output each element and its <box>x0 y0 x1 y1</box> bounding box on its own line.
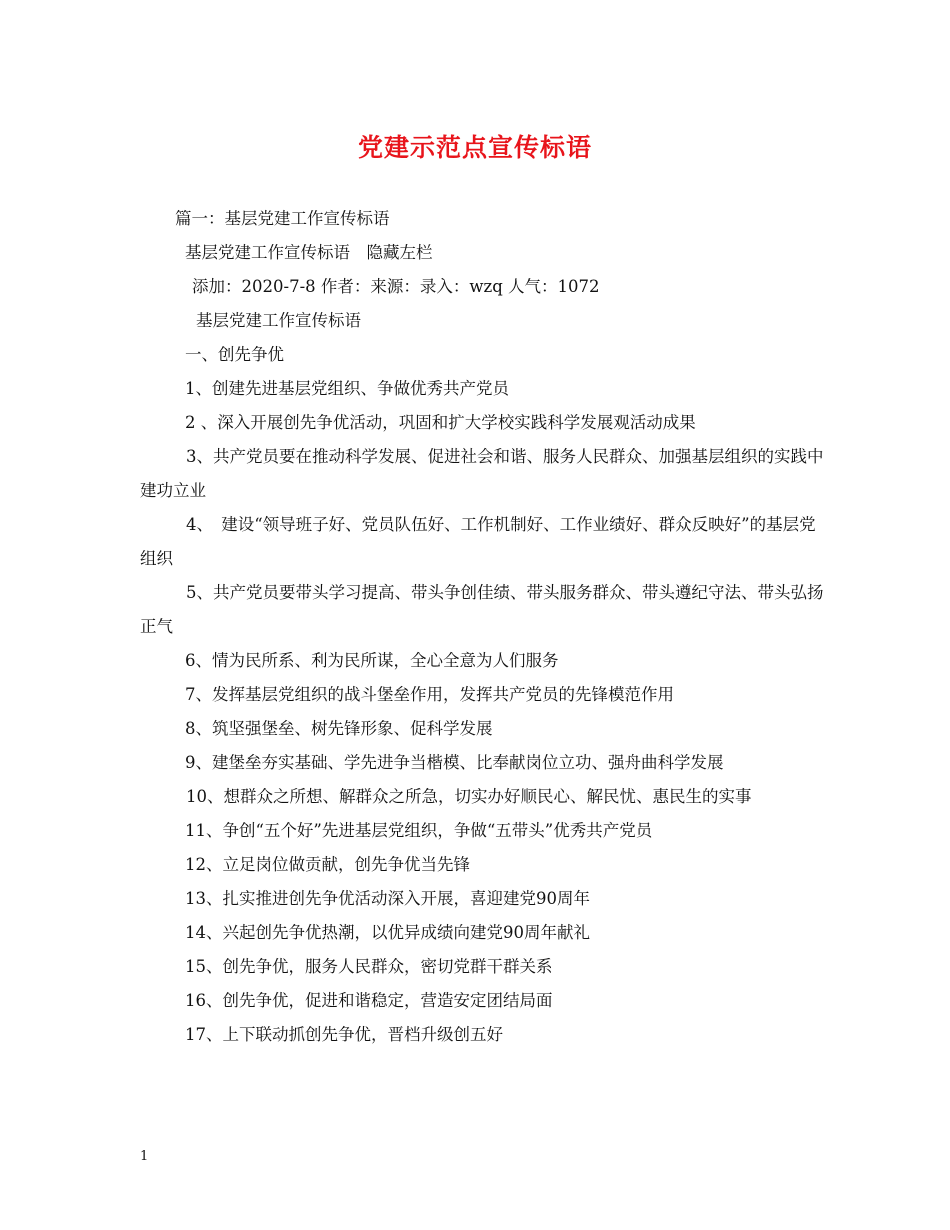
subheading: 基层党建工作宣传标语 <box>196 311 361 330</box>
text-line: 基层党建工作宣传标语 隐藏左栏 <box>185 243 433 262</box>
slogan-item: 2 、深入开展创先争优活动，巩固和扩大学校实践科学发展观活动成果 <box>185 413 696 432</box>
slogan-item: 9、建堡垒夯实基础、学先进争当楷模、比奉献岗位立功、强舟曲科学发展 <box>185 753 724 772</box>
document-body <box>140 202 830 1052</box>
section-heading: 篇一：基层党建工作宣传标语 <box>175 209 390 228</box>
slogan-item: 14、兴起创先争优热潮，以优异成绩向建党90周年献礼 <box>185 923 590 942</box>
slogan-item: 1、创建先进基层党组织、争做优秀共产党员 <box>185 379 509 398</box>
slogan-item: 6、情为民所系、利为民所谋，全心全意为人们服务 <box>185 651 559 670</box>
category-heading: 一、创先争优 <box>185 345 284 364</box>
slogan-item: 10、想群众之所想、解群众之所急，切实办好顺民心、解民忧、惠民生的实事 <box>186 787 752 806</box>
page-number: 1 <box>140 1149 149 1164</box>
page-title: 党建示范点宣传标语 <box>357 133 592 162</box>
slogan-item: 17、上下联动抓创先争优，晋档升级创五好 <box>185 1025 503 1044</box>
slogan-item: 4、 建设“领导班子好、党员队伍好、工作机制好、工作业绩好、群众反映好”的基层党组织 <box>140 515 816 568</box>
slogan-item: 8、筑坚强堡垒、树先锋形象、促科学发展 <box>185 719 493 738</box>
slogan-item: 15、创先争优，服务人民群众，密切党群干群关系 <box>185 957 553 976</box>
slogan-item: 3、共产党员要在推动科学发展、促进社会和谐、服务人民群众、加强基层组织的实践中建功立业 <box>140 447 824 500</box>
slogan-item: 12、立足岗位做贡献，创先争优当先锋 <box>185 855 470 874</box>
meta-line: 添加：2020-7-8 作者：来源：录入：wzq 人气：1072 <box>192 277 600 296</box>
slogan-item: 5、共产党员要带头学习提高、带头争创佳绩、带头服务群众、带头遵纪守法、带头弘扬正气 <box>140 583 824 636</box>
slogan-item: 11、争创“五个好”先进基层党组织，争做“五带头”优秀共产党员 <box>185 821 653 840</box>
slogan-item: 7、发挥基层党组织的战斗堡垒作用，发挥共产党员的先锋模范作用 <box>185 685 674 704</box>
slogan-item: 13、扎实推进创先争优活动深入开展，喜迎建党90周年 <box>185 889 590 908</box>
slogan-item: 16、创先争优，促进和谐稳定，营造安定团结局面 <box>185 991 553 1010</box>
